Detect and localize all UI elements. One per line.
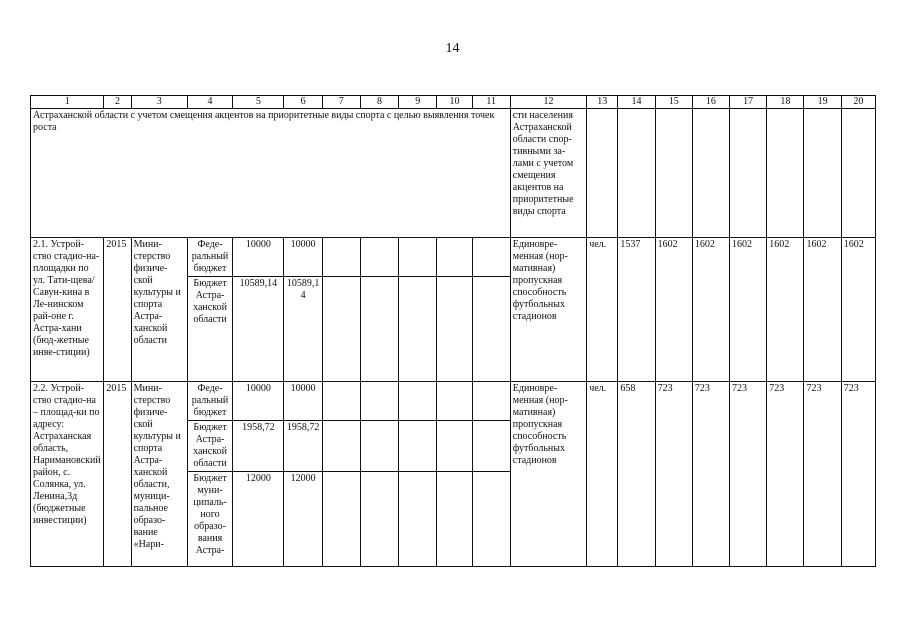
indicator-value: 1602 [730, 238, 767, 382]
indicator-name: Единовре-менная (нор-мативная) пропускная способность футбольных стадионов [510, 238, 586, 382]
indicator-value: 1602 [804, 238, 841, 382]
column-header: 6 [284, 96, 322, 109]
continuation-indicator: сти населения Астраханской области спор-тивными за-лами с учетом смещения акцентов на приоритетные виды спорта [510, 109, 586, 238]
indicator-unit: чел. [587, 238, 618, 382]
column-header: 2 [104, 96, 131, 109]
funding-value-col5: 12000 [233, 472, 284, 567]
column-header: 10 [437, 96, 472, 109]
column-header: 9 [399, 96, 437, 109]
funding-value-col5: 10000 [233, 238, 284, 277]
program-table [30, 95, 876, 567]
activity-year: 2015 [104, 382, 131, 567]
column-header: 1 [31, 96, 104, 109]
indicator-value: 1602 [655, 238, 692, 382]
funding-source: Феде-ральный бюджет [187, 238, 232, 277]
column-header: 19 [804, 96, 841, 109]
column-header: 18 [767, 96, 804, 109]
indicator-value: 723 [841, 382, 875, 567]
column-header: 8 [360, 96, 398, 109]
funding-source: Феде-ральный бюджет [187, 382, 232, 421]
funding-source: Бюджет Астра-ханской области [187, 421, 232, 472]
page-number: 14 [445, 41, 460, 56]
funding-value-col6: 10000 [284, 382, 322, 421]
activity-executor: Мини-стерство физиче-ской культуры и спорта Астра-ханской области [131, 238, 187, 382]
funding-source: Бюджет Астра-ханской области [187, 277, 232, 382]
indicator-value: 723 [767, 382, 804, 567]
column-header: 12 [510, 96, 586, 109]
funding-value-col6: 10589,14 [284, 277, 322, 382]
indicator-unit: чел. [587, 382, 618, 567]
indicator-value: 1602 [841, 238, 875, 382]
column-header: 17 [730, 96, 767, 109]
funding-value-col6: 10000 [284, 238, 322, 277]
column-header: 16 [692, 96, 729, 109]
indicator-value: 723 [692, 382, 729, 567]
column-header: 20 [841, 96, 875, 109]
indicator-value: 1537 [618, 238, 655, 382]
indicator-value: 1602 [692, 238, 729, 382]
funding-value-col5: 10589,14 [233, 277, 284, 382]
header-row [31, 96, 876, 109]
continuation-text: Астраханской области с учетом смещения акцентов на приоритетные виды спорта с целью выявления точек роста [31, 109, 511, 238]
funding-value-col5: 1958,72 [233, 421, 284, 472]
activity-executor: Мини-стерство физиче-ской культуры и спорта Астра-ханской области, муници-пальное образо-вание «Нари- [131, 382, 187, 567]
column-header: 15 [655, 96, 692, 109]
indicator-value: 658 [618, 382, 655, 567]
column-header: 7 [322, 96, 360, 109]
column-header: 13 [587, 96, 618, 109]
activity-name: 2.2. Устрой-ство стадио-на – площад-ки по адресу: Астраханская область, Наримановский район, с. Солянка, ул. Ленина,3д (бюджетные инвестиции) [31, 382, 104, 567]
indicator-value: 1602 [767, 238, 804, 382]
indicator-name: Единовре-менная (нор-мативная) пропускная способность футбольных стадионов [510, 382, 586, 567]
funding-source: Бюджет муни-ципаль-ного образо-вания Астра- [187, 472, 232, 567]
activity-name: 2.1. Устрой-ство стадио-на-площадки по ул. Тати-щева/ Савун-кина в Ле-нинском рай-оне г. Астра-хани (бюд-жетные инве-стиции) [31, 238, 104, 382]
table-row [31, 238, 876, 277]
indicator-value: 723 [730, 382, 767, 567]
indicator-value: 723 [804, 382, 841, 567]
activity-year: 2015 [104, 238, 131, 382]
continuation-row [31, 109, 876, 238]
funding-value-col5: 10000 [233, 382, 284, 421]
column-header: 4 [187, 96, 232, 109]
column-header: 14 [618, 96, 655, 109]
funding-value-col6: 12000 [284, 472, 322, 567]
column-header: 5 [233, 96, 284, 109]
table-row [31, 382, 876, 421]
column-header: 3 [131, 96, 187, 109]
funding-value-col6: 1958,72 [284, 421, 322, 472]
column-header: 11 [472, 96, 510, 109]
indicator-value: 723 [655, 382, 692, 567]
